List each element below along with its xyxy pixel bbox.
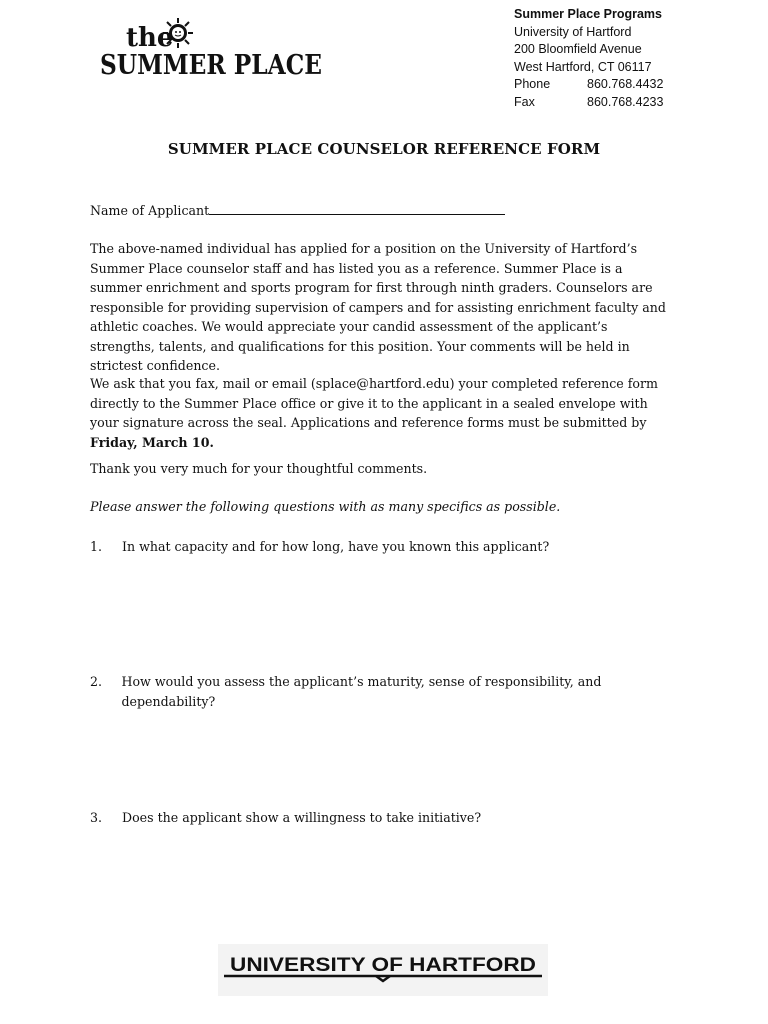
question-text: How would you assess the applicant’s maturity, sense of responsibility, and dependability?: [121, 674, 602, 709]
phone-label: Phone: [514, 77, 551, 92]
question-item: [90, 808, 690, 828]
submission-paragraph: [90, 374, 674, 452]
question-item: [90, 537, 690, 557]
fax-label: Fax: [514, 94, 535, 109]
university-logo: [218, 944, 548, 996]
question-number: 1.: [90, 539, 103, 554]
address-line2: 200 Bloomfield Avenue: [514, 42, 642, 57]
thanks-text: Thank you very much for your thoughtful comments.: [90, 461, 428, 476]
deadline: Friday, March 10.: [90, 434, 214, 450]
phone-value: 860.768.4432: [587, 77, 664, 92]
address-line3: West Hartford, CT 06117: [514, 59, 652, 74]
fax-value: 860.768.4233: [587, 94, 664, 109]
address-block: [514, 6, 663, 112]
instructions-text: Please answer the following questions with as many specifics as possible.: [90, 499, 561, 514]
applicant-label: Name of Applicant: [90, 203, 210, 218]
phone-row: [514, 76, 663, 94]
applicant-name-field: [90, 201, 674, 221]
org-name: Summer Place Programs: [514, 7, 662, 21]
question-number: 2.: [90, 674, 103, 689]
question-text: In what capacity and for how long, have you known this applicant?: [122, 539, 550, 554]
intro-paragraph: The above-named individual has applied for a position on the University of Hartford’s Summer Place counselor staff and has listed you as a reference. Summer Place is a summer enrichment and sports program for first through ninth graders. Counselors are responsible for providing supervision of campers and for assisting enrichment faculty and athletic coaches. We would appreciate your candid assessment of the applicant’s strengths, talents, and qualifications for this position. Your comments will be held in strictest confidence.: [90, 241, 666, 373]
question-text: Does the applicant show a willingness to take initiative?: [122, 810, 482, 825]
question-item: [90, 672, 690, 711]
address-line1: University of Hartford: [514, 24, 632, 39]
summer-place-logo: [100, 14, 330, 84]
question-number: 3.: [90, 810, 103, 825]
university-wordmark: UNIVERSITY OF HARTFORD: [230, 955, 536, 976]
applicant-name-line[interactable]: [209, 202, 505, 215]
logo-main: SUMMER PLACE: [100, 50, 322, 81]
logo-the: the: [126, 23, 174, 53]
submission-text: We ask that you fax, mail or email (splace@hartford.edu) your completed reference form directly to the Summer Place office or give it to the applicant in a sealed envelope with your signature across the seal. Applications and reference forms must be submitted by: [90, 376, 658, 430]
form-title: SUMMER PLACE COUNSELOR REFERENCE FORM: [167, 140, 601, 158]
fax-row: [514, 94, 663, 112]
